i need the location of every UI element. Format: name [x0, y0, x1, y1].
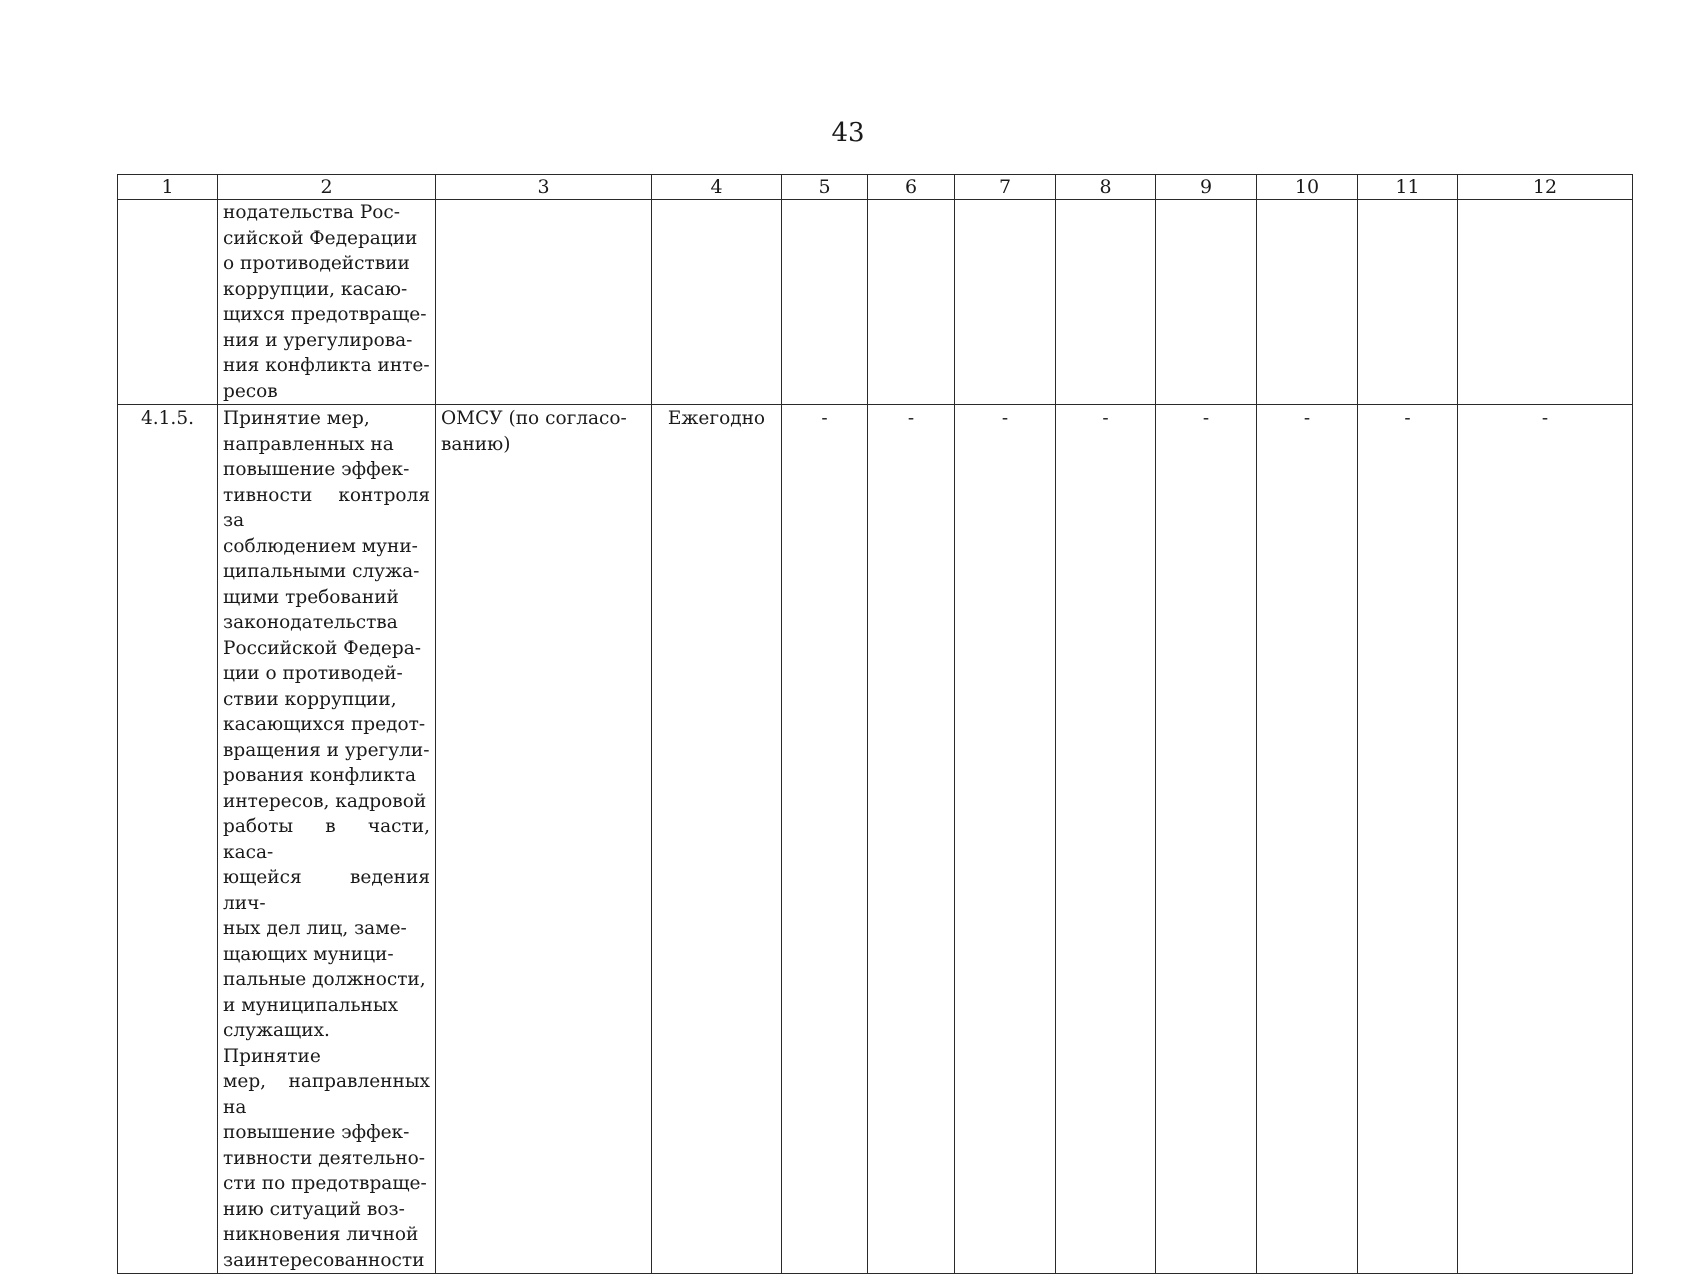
page-number: 43	[831, 118, 865, 148]
measure-line: работы в части, каса-	[223, 816, 430, 863]
value-cell: -	[782, 405, 868, 1274]
measure-line: тивности контроля за	[223, 484, 430, 531]
measure-line: ресов	[223, 380, 278, 402]
table-row	[118, 405, 1633, 1274]
measure-line: и муниципальных	[223, 994, 399, 1016]
column-number: 2	[218, 175, 436, 200]
measure-cell	[218, 405, 436, 1274]
value-cell: -	[955, 405, 1056, 1274]
measure-line: пальные должности,	[223, 969, 426, 990]
measure-line: касающихся предот-	[223, 714, 426, 735]
period-cell	[652, 200, 782, 405]
value-cell: -	[1257, 405, 1358, 1274]
measure-line: щающих муници-	[223, 943, 394, 965]
value-cell: -	[1358, 405, 1458, 1274]
column-number-row	[118, 175, 1633, 200]
measure-line: ствии коррупции,	[223, 688, 397, 710]
executor-cell	[436, 405, 652, 1274]
measure-line: направленных на	[223, 433, 394, 455]
table-row	[118, 200, 1633, 405]
measure-line: служащих. Принятие	[223, 1020, 330, 1067]
measure-line: мер, направленных на	[223, 1071, 430, 1118]
value-cell: -	[868, 405, 955, 1274]
column-number: 4	[652, 175, 782, 200]
measure-line: тивности деятельно-	[223, 1147, 425, 1169]
executor-cell	[436, 200, 652, 405]
column-number: 5	[782, 175, 868, 200]
measure-line: повышение эффек-	[223, 459, 410, 480]
plan-table	[117, 174, 1633, 1274]
value-cell	[1358, 200, 1458, 405]
column-number: 8	[1056, 175, 1156, 200]
measure-cell	[218, 200, 436, 405]
measure-line: щихся предотвраще-	[223, 304, 427, 325]
measure-line: ния конфликта инте-	[223, 355, 430, 376]
value-cell	[1156, 200, 1257, 405]
column-number: 6	[868, 175, 955, 200]
measure-line: нию ситуаций воз-	[223, 1198, 405, 1220]
column-number: 11	[1358, 175, 1458, 200]
measure-line: никновения личной	[223, 1224, 419, 1245]
item-number-cell	[118, 200, 218, 405]
measure-line: коррупции, касаю-	[223, 278, 408, 300]
measure-line: вращения и урегули-	[223, 739, 430, 761]
measure-line: интересов, кадровой	[223, 790, 427, 812]
measure-line: щими требований	[223, 586, 399, 608]
value-cell: -	[1056, 405, 1156, 1274]
measure-line: о противодействии	[223, 253, 410, 274]
value-cell	[1056, 200, 1156, 405]
value-cell	[1458, 200, 1633, 405]
column-number: 10	[1257, 175, 1358, 200]
measure-line: нодательства Рос-	[223, 202, 401, 223]
measure-line: сийской Федерации	[223, 227, 418, 249]
period-cell: Ежегодно	[652, 405, 782, 1274]
value-cell: -	[1156, 405, 1257, 1274]
value-cell	[955, 200, 1056, 405]
measure-line: Российской Федера-	[223, 637, 422, 659]
value-cell	[868, 200, 955, 405]
measure-line: заинтересованности	[223, 1249, 425, 1271]
measure-line: ципальными служа-	[223, 561, 420, 582]
measure-line: законодательства	[223, 612, 398, 633]
measure-line: повышение эффек-	[223, 1122, 410, 1143]
value-cell	[1257, 200, 1358, 405]
column-number: 9	[1156, 175, 1257, 200]
item-number-cell: 4.1.5.	[118, 405, 218, 1274]
measure-line: ных дел лиц, заме-	[223, 918, 407, 939]
column-number: 12	[1458, 175, 1633, 200]
measure-line: ции о противодей-	[223, 663, 403, 684]
measure-line: соблюдением муни-	[223, 535, 418, 557]
value-cell	[782, 200, 868, 405]
value-cell: -	[1458, 405, 1633, 1274]
measure-line: ния и урегулирова-	[223, 329, 413, 351]
column-number: 1	[118, 175, 218, 200]
measure-line: рования конфликта	[223, 765, 417, 786]
executor-line: ванию)	[441, 433, 511, 455]
measure-line: ющейся ведения лич-	[223, 867, 430, 914]
measure-line: сти по предотвраще-	[223, 1173, 427, 1194]
executor-line: ОМСУ (по согласо-	[441, 408, 627, 429]
measure-line: Принятие мер,	[223, 408, 370, 429]
column-number: 7	[955, 175, 1056, 200]
column-number: 3	[436, 175, 652, 200]
